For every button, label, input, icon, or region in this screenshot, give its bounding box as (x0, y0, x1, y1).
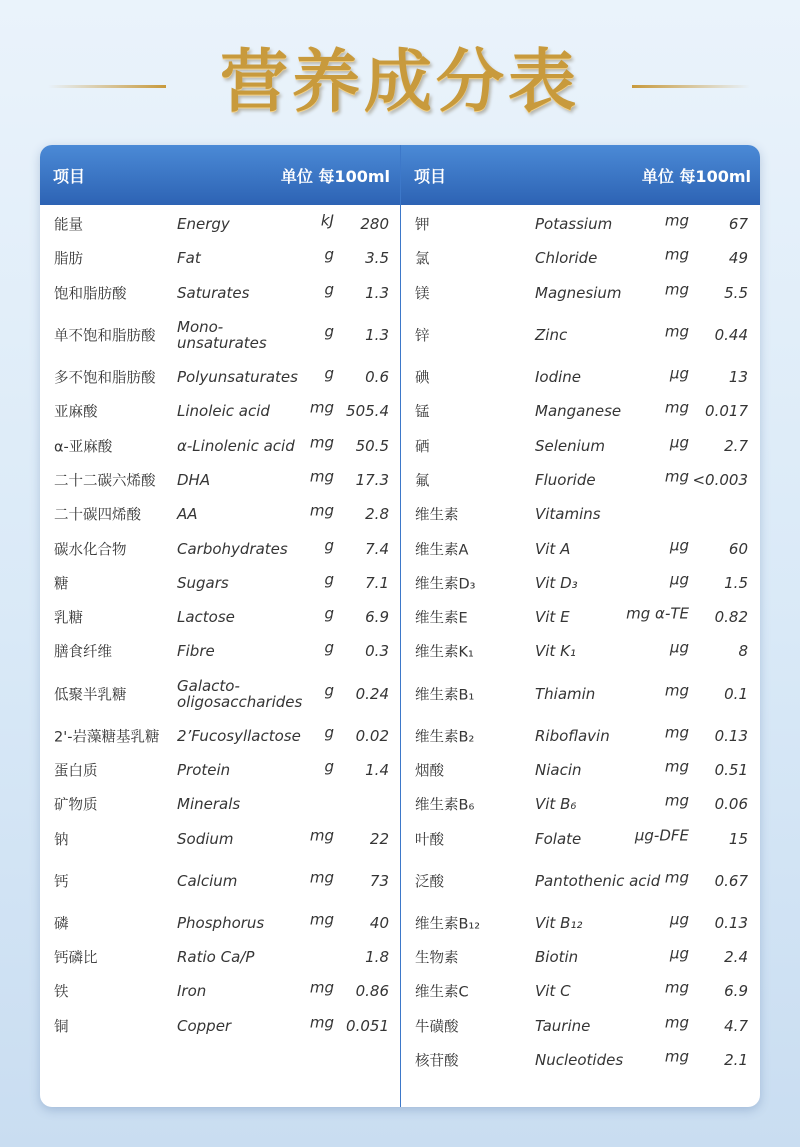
nutrient-unit: μg-DFE (634, 825, 689, 844)
nutrient-name-en: Protein (177, 761, 231, 779)
nutrient-value: 60 (728, 539, 748, 558)
nutrient-name-zh: 维生素 (415, 507, 459, 524)
nutrient-name-en: Fat (177, 249, 201, 268)
nutrient-name-zh: 糖 (54, 576, 69, 593)
nutrient-name-zh: 维生素B₆ (415, 797, 475, 814)
nutrient-name-en: Fibre (177, 642, 215, 661)
nutrient-name-en: Vit C (535, 982, 571, 1001)
nutrient-value: 50.5 (355, 436, 389, 455)
nutrient-value: 0.02 (355, 726, 389, 745)
nutrient-name-en: Calcium (177, 871, 238, 890)
nutrient-name-en: Galacto-oligosaccharides (177, 676, 303, 711)
nutrient-name-en: Potassium (535, 215, 613, 234)
nutrient-name-en: Vit K₁ (535, 642, 576, 661)
table-row (401, 310, 760, 360)
nutrient-unit: mg (309, 825, 334, 844)
nutrient-value: 1.3 (365, 325, 389, 344)
table-row (401, 360, 760, 394)
nutrient-name-zh: 二十二碳六烯酸 (54, 473, 156, 490)
nutrient-unit: μg (669, 535, 689, 554)
nutrient-value: 1.5 (724, 573, 748, 592)
nutrient-name-zh: 蛋白质 (54, 763, 98, 780)
nutrient-name-zh: 碘 (415, 370, 430, 387)
nutrient-name-en: Niacin (535, 761, 582, 779)
nutrient-name-en: Vit A (535, 539, 571, 558)
nutrient-unit: g (324, 723, 334, 742)
nutrient-value: 17.3 (355, 470, 389, 489)
nutrient-unit: mg (664, 280, 689, 299)
header-item-label: 项目 (414, 167, 447, 186)
nutrient-value: 505.4 (346, 402, 389, 421)
nutrient-name-zh: 铜 (54, 1019, 69, 1036)
table-row (401, 856, 760, 906)
nutrient-value: 22 (369, 829, 389, 848)
nutrient-name-en: Iodine (535, 368, 582, 387)
nutrient-name-zh: α-亚麻酸 (54, 439, 113, 456)
nutrient-name-zh: 维生素B₁₂ (415, 916, 481, 933)
nutrient-unit: μg (669, 638, 689, 657)
nutrient-name-zh: 亚麻酸 (54, 404, 98, 421)
nutrient-name-en: Riboflavin (535, 726, 610, 745)
nutrient-name-zh: 镁 (415, 286, 430, 303)
table-row (40, 207, 400, 241)
nutrient-value: 0.13 (714, 913, 748, 932)
nutrient-name-en: Pantothenic acid (535, 871, 661, 890)
nutrient-value: 2.4 (724, 948, 748, 967)
nutrient-name-en: Vit B₁₂ (535, 913, 583, 932)
table-row (401, 497, 760, 531)
nutrient-name-en: Minerals (177, 795, 241, 814)
nutrient-unit: g (324, 757, 334, 776)
nutrient-value: 5.5 (724, 283, 748, 302)
nutrient-name-zh: 钙磷比 (54, 950, 98, 967)
nutrient-unit: mg α-TE (626, 604, 689, 623)
header-unit-label: 单位 每100ml (641, 167, 751, 186)
nutrient-name-zh: 硒 (415, 439, 430, 456)
nutrient-name-en: Iron (177, 982, 207, 1001)
nutrient-value: 0.3 (365, 642, 389, 661)
nutrient-name-en: Saturates (177, 283, 250, 302)
nutrient-name-zh: 磷 (54, 916, 69, 933)
nutrient-name-zh: 乳糖 (54, 610, 83, 627)
nutrient-unit: mg (664, 757, 689, 776)
title-row (0, 38, 800, 128)
nutrient-name-en: Lactose (177, 608, 235, 627)
nutrient-value: 15 (728, 829, 748, 848)
nutrient-name-en: Copper (177, 1016, 232, 1035)
nutrient-unit: g (324, 680, 334, 699)
table-row (40, 856, 400, 906)
table-row (40, 974, 400, 1008)
nutrient-name-en: Energy (177, 215, 230, 234)
nutrient-unit: mg (664, 322, 689, 341)
nutrient-name-en: AA (177, 505, 198, 524)
nutrient-unit: μg (669, 910, 689, 929)
nutrient-name-en: Vit D₃ (535, 573, 578, 592)
title-decor-line-right (632, 85, 750, 88)
nutrient-unit: μg (669, 944, 689, 963)
nutrient-unit: mg (309, 433, 334, 452)
nutrient-name-en: Folate (535, 829, 582, 848)
nutrient-name-en: DHA (177, 470, 211, 489)
nutrient-unit: g (324, 570, 334, 589)
page-title: 营养成分表 (219, 43, 580, 122)
table-row (40, 600, 400, 634)
nutrient-value: 0.017 (705, 402, 748, 421)
nutrient-name-zh: 能量 (54, 217, 83, 234)
nutrient-name-en: 2’Fucosyllactose (177, 726, 301, 745)
nutrient-unit: g (324, 245, 334, 264)
nutrient-name-zh: 维生素B₂ (415, 729, 475, 746)
table-row (40, 360, 400, 394)
table-row (401, 906, 760, 940)
nutrient-value: 2.7 (724, 436, 748, 455)
nutrient-unit: mg (664, 245, 689, 264)
right-column (401, 145, 760, 1107)
nutrient-name-zh: 脂肪 (54, 251, 83, 268)
nutrient-name-en: Mono-unsaturates (177, 317, 267, 352)
table-row (40, 531, 400, 565)
nutrient-value: 0.82 (714, 608, 748, 627)
nutrient-unit: g (324, 638, 334, 657)
nutrient-name-en: Taurine (535, 1016, 591, 1035)
nutrient-unit: mg (309, 467, 334, 486)
nutrient-name-zh: 维生素D₃ (415, 576, 476, 593)
nutrient-value: 1.8 (365, 948, 389, 967)
nutrient-name-zh: 维生素K₁ (415, 644, 474, 661)
nutrient-name-zh: 生物素 (415, 950, 459, 967)
table-row (40, 497, 400, 531)
nutrient-value: 40 (369, 913, 389, 932)
nutrient-value: 1.3 (365, 283, 389, 302)
nutrient-name-zh: 单不饱和脂肪酸 (54, 328, 156, 345)
nutrient-value: 0.67 (714, 871, 748, 890)
table-row (401, 1009, 760, 1043)
nutrient-value: 13 (728, 368, 748, 387)
nutrient-name-en: Polyunsaturates (177, 368, 298, 387)
nutrient-name-en: Fluoride (535, 470, 596, 489)
nutrient-name-en: Sodium (177, 829, 234, 848)
table-row (401, 719, 760, 753)
nutrient-name-en: Manganese (535, 402, 622, 421)
table-row (40, 276, 400, 310)
nutrient-unit: mg (309, 501, 334, 520)
nutrient-value: 280 (360, 215, 389, 234)
right-rows (401, 207, 760, 1077)
table-row (401, 821, 760, 855)
nutrient-name-zh: 低聚半乳糖 (54, 687, 127, 704)
nutrient-name-zh: 钠 (54, 832, 69, 849)
nutrient-name-zh: 叶酸 (415, 832, 444, 849)
nutrient-value: 6.9 (724, 982, 748, 1001)
nutrient-name-zh: 维生素E (415, 610, 468, 627)
nutrient-value: 2.8 (365, 505, 389, 524)
nutrient-unit: kJ (320, 211, 334, 230)
nutrient-name-zh: 维生素B₁ (415, 687, 475, 704)
nutrient-name-en: Nucleotides (535, 1051, 624, 1070)
nutrient-name-zh: 牛磺酸 (415, 1019, 459, 1036)
table-row (40, 634, 400, 668)
nutrient-unit: g (324, 604, 334, 623)
nutrient-unit: mg (664, 680, 689, 699)
nutrient-value: 0.86 (355, 982, 389, 1001)
table-row (40, 906, 400, 940)
table-row (40, 669, 400, 719)
nutrient-name-zh: 氟 (415, 473, 430, 490)
header-unit-label: 单位 每100ml (280, 167, 390, 186)
left-rows (40, 207, 400, 1043)
nutrient-unit: mg (664, 211, 689, 230)
nutrient-name-zh: 饱和脂肪酸 (54, 286, 127, 303)
nutrient-name-zh: 维生素A (415, 542, 469, 559)
nutrient-unit: μg (669, 570, 689, 589)
table-row (40, 310, 400, 360)
nutrient-name-zh: 矿物质 (54, 797, 98, 814)
nutrient-unit: mg (309, 398, 334, 417)
nutrient-unit: μg (669, 364, 689, 383)
nutrient-name-en: Selenium (535, 436, 605, 455)
table-row (40, 241, 400, 275)
nutrient-name-en: Carbohydrates (177, 539, 288, 558)
nutrient-value: 4.7 (724, 1016, 748, 1035)
nutrient-unit: mg (664, 467, 689, 486)
nutrient-name-en: α-Linolenic acid (177, 436, 295, 455)
nutrient-unit: mg (309, 1013, 334, 1032)
nutrient-name-en: Vit B₆ (535, 795, 577, 814)
nutrient-value: 0.13 (714, 726, 748, 745)
table-row (401, 428, 760, 462)
nutrient-name-zh: 二十碳四烯酸 (54, 507, 141, 524)
table-row (401, 787, 760, 821)
nutrient-name-zh: 钙 (54, 874, 69, 891)
nutrient-unit: g (324, 364, 334, 383)
nutrient-value: 0.6 (365, 368, 389, 387)
table-row (40, 428, 400, 462)
nutrient-name-zh: 铁 (54, 984, 69, 1001)
table-row (40, 787, 400, 821)
nutrient-name-en: Vitamins (535, 505, 601, 524)
table-row (401, 463, 760, 497)
nutrient-name-en: Thiamin (535, 684, 596, 703)
nutrient-value: 0.051 (346, 1016, 389, 1035)
nutrient-name-en: Sugars (177, 573, 229, 592)
nutrient-name-en: Vit E (535, 608, 570, 627)
table-row (401, 531, 760, 565)
nutrient-value: 49 (728, 249, 748, 268)
nutrient-value: 8 (738, 642, 748, 661)
table-row (401, 940, 760, 974)
nutrient-name-en: Chloride (535, 249, 598, 268)
table-row (401, 1043, 760, 1077)
nutrient-value: 1.4 (365, 761, 389, 779)
table-row (40, 566, 400, 600)
nutrient-name-zh: 2'-岩藻糖基乳糖 (54, 729, 160, 746)
nutrient-name-zh: 氯 (415, 251, 430, 268)
left-header (40, 145, 400, 205)
nutrient-unit: mg (664, 868, 689, 887)
header-item-label: 项目 (53, 167, 86, 186)
table-row (401, 276, 760, 310)
nutrient-name-en: Zinc (535, 325, 568, 344)
nutrient-unit: g (324, 535, 334, 554)
nutrient-value: 6.9 (365, 608, 389, 627)
table-row (401, 207, 760, 241)
nutrient-value: 7.4 (365, 539, 389, 558)
table-row (401, 241, 760, 275)
table-row (40, 719, 400, 753)
nutrient-unit: mg (664, 1047, 689, 1066)
nutrient-name-zh: 锌 (415, 328, 430, 345)
table-row (40, 1009, 400, 1043)
nutrient-value: 0.06 (714, 795, 748, 814)
nutrient-value: <0.003 (692, 470, 748, 489)
nutrient-name-zh: 钾 (415, 217, 430, 234)
nutrient-unit: mg (309, 978, 334, 997)
left-column (40, 145, 400, 1107)
table-row (40, 821, 400, 855)
table-row (401, 566, 760, 600)
table-row (401, 753, 760, 787)
nutrition-table (40, 145, 760, 1107)
nutrient-name-zh: 碳水化合物 (54, 542, 127, 559)
table-row (40, 940, 400, 974)
nutrient-value: 3.5 (365, 249, 389, 268)
nutrient-unit: mg (664, 723, 689, 742)
nutrient-value: 0.44 (714, 325, 748, 344)
nutrient-name-en: Ratio Ca/P (177, 948, 255, 967)
table-row (401, 669, 760, 719)
nutrient-value: 2.1 (724, 1051, 748, 1070)
table-row (401, 394, 760, 428)
nutrient-unit: mg (664, 398, 689, 417)
nutrient-name-en: Biotin (535, 948, 579, 967)
nutrient-unit: g (324, 322, 334, 341)
nutrient-unit: mg (309, 868, 334, 887)
nutrient-value: 0.1 (724, 684, 748, 703)
nutrient-value: 0.51 (714, 761, 748, 779)
nutrient-unit: g (324, 280, 334, 299)
nutrient-unit: μg (669, 433, 689, 452)
nutrient-name-zh: 膳食纤维 (54, 644, 112, 661)
table-row (40, 753, 400, 787)
table-row (401, 974, 760, 1008)
nutrient-name-zh: 烟酸 (415, 763, 444, 780)
nutrient-name-zh: 多不饱和脂肪酸 (54, 370, 156, 387)
nutrient-name-en: Magnesium (535, 283, 622, 302)
table-row (40, 463, 400, 497)
nutrient-value: 73 (369, 871, 389, 890)
nutrient-unit: mg (664, 791, 689, 810)
table-row (40, 394, 400, 428)
nutrient-value: 7.1 (365, 573, 389, 592)
nutrient-unit: mg (309, 910, 334, 929)
nutrient-value: 67 (728, 215, 748, 234)
nutrient-unit: mg (664, 1013, 689, 1032)
nutrient-name-en: Linoleic acid (177, 402, 270, 421)
nutrient-unit: mg (664, 978, 689, 997)
nutrient-value: 0.24 (355, 684, 389, 703)
right-header (401, 145, 760, 205)
nutrient-name-zh: 泛酸 (415, 874, 444, 891)
table-row (401, 634, 760, 668)
nutrient-name-zh: 核苷酸 (415, 1053, 459, 1070)
nutrient-name-en: Phosphorus (177, 913, 265, 932)
nutrient-name-zh: 锰 (415, 404, 430, 421)
table-row (401, 600, 760, 634)
nutrient-name-zh: 维生素C (415, 984, 469, 1001)
